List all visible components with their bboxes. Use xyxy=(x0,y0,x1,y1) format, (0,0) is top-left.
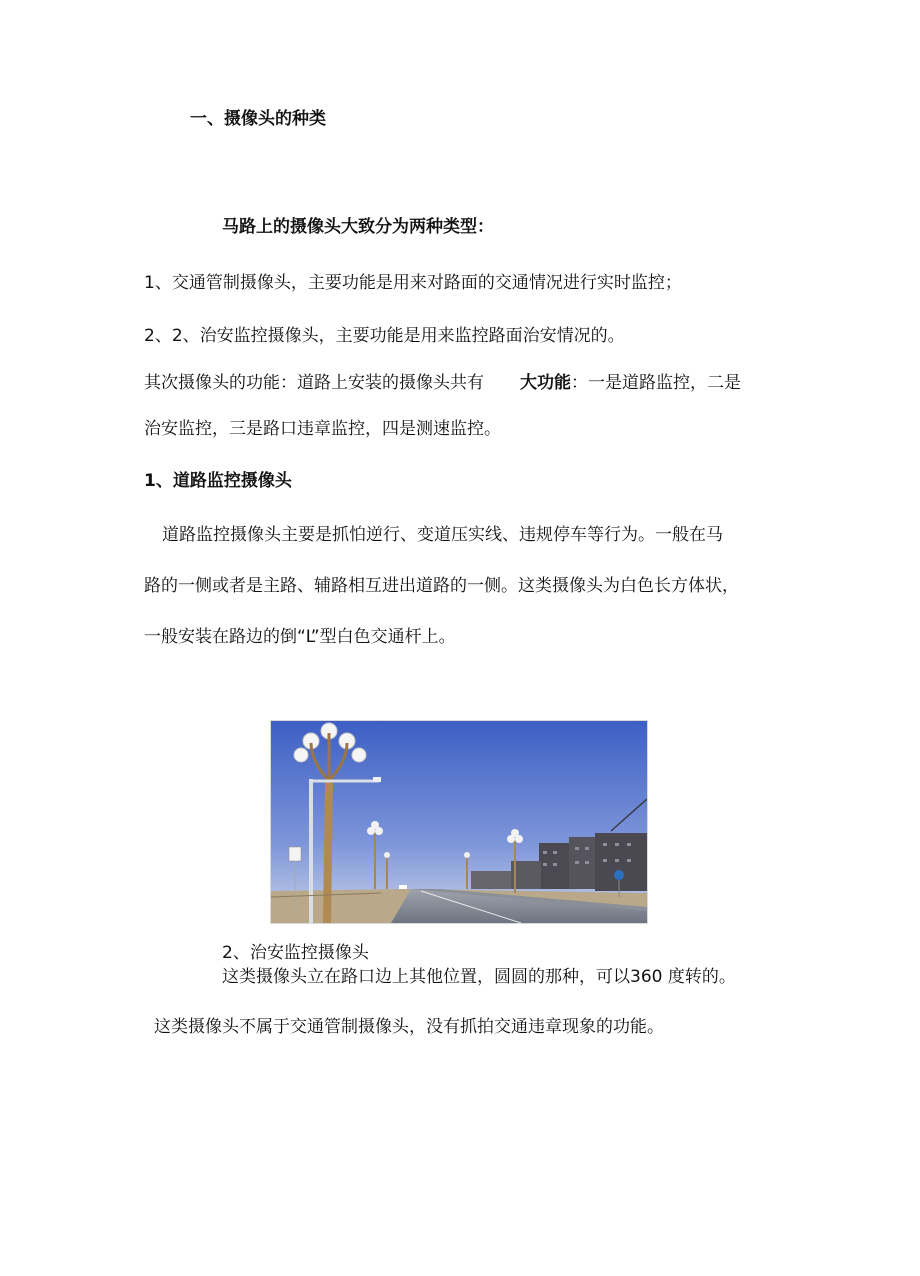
functions-line-1-suffix: ：一是道路监控，二是 xyxy=(571,373,741,393)
intro-line: 马路上的摄像头大致分为两种类型： xyxy=(222,217,494,237)
section-2-paragraph-line-1: 这类摄像头立在路口边上其他位置，圆圆的那种，可以360 度转的。 xyxy=(222,967,736,987)
functions-line-1-prefix: 其次摄像头的功能：道路上安装的摄像头共有 xyxy=(144,373,484,393)
item-1: 1、交通管制摄像头，主要功能是用来对路面的交通情况进行实时监控； xyxy=(144,273,682,293)
section-1-paragraph-line-3: 一般安装在路边的倒“L”型白色交通杆上。 xyxy=(144,627,456,647)
functions-line-1-emphasis: 大功能 xyxy=(520,373,571,393)
functions-line-1 xyxy=(144,372,741,394)
item-2: 2、2、治安监控摄像头，主要功能是用来监控路面治安情况的。 xyxy=(144,326,625,346)
section-1-paragraph-line-2: 路的一侧或者是主路、辅路相互进出道路的一侧。这类摄像头为白色长方体状， xyxy=(144,576,739,596)
section-1-paragraph-line-1: 道路监控摄像头主要是抓怕逆行、变道压实线、违规停车等行为。一般在马 xyxy=(162,525,723,545)
section-2-title: 2、治安监控摄像头 xyxy=(222,943,369,963)
functions-line-2: 治安监控，三是路口违章监控，四是测速监控。 xyxy=(144,419,501,439)
section-2-paragraph-line-2: 这类摄像头不属于交通管制摄像头，没有抓拍交通违章现象的功能。 xyxy=(154,1017,664,1037)
section-1-title: 1、道路监控摄像头 xyxy=(144,471,292,491)
main-heading: 一、摄像头的种类 xyxy=(190,109,326,129)
road-camera-photo xyxy=(270,720,648,924)
